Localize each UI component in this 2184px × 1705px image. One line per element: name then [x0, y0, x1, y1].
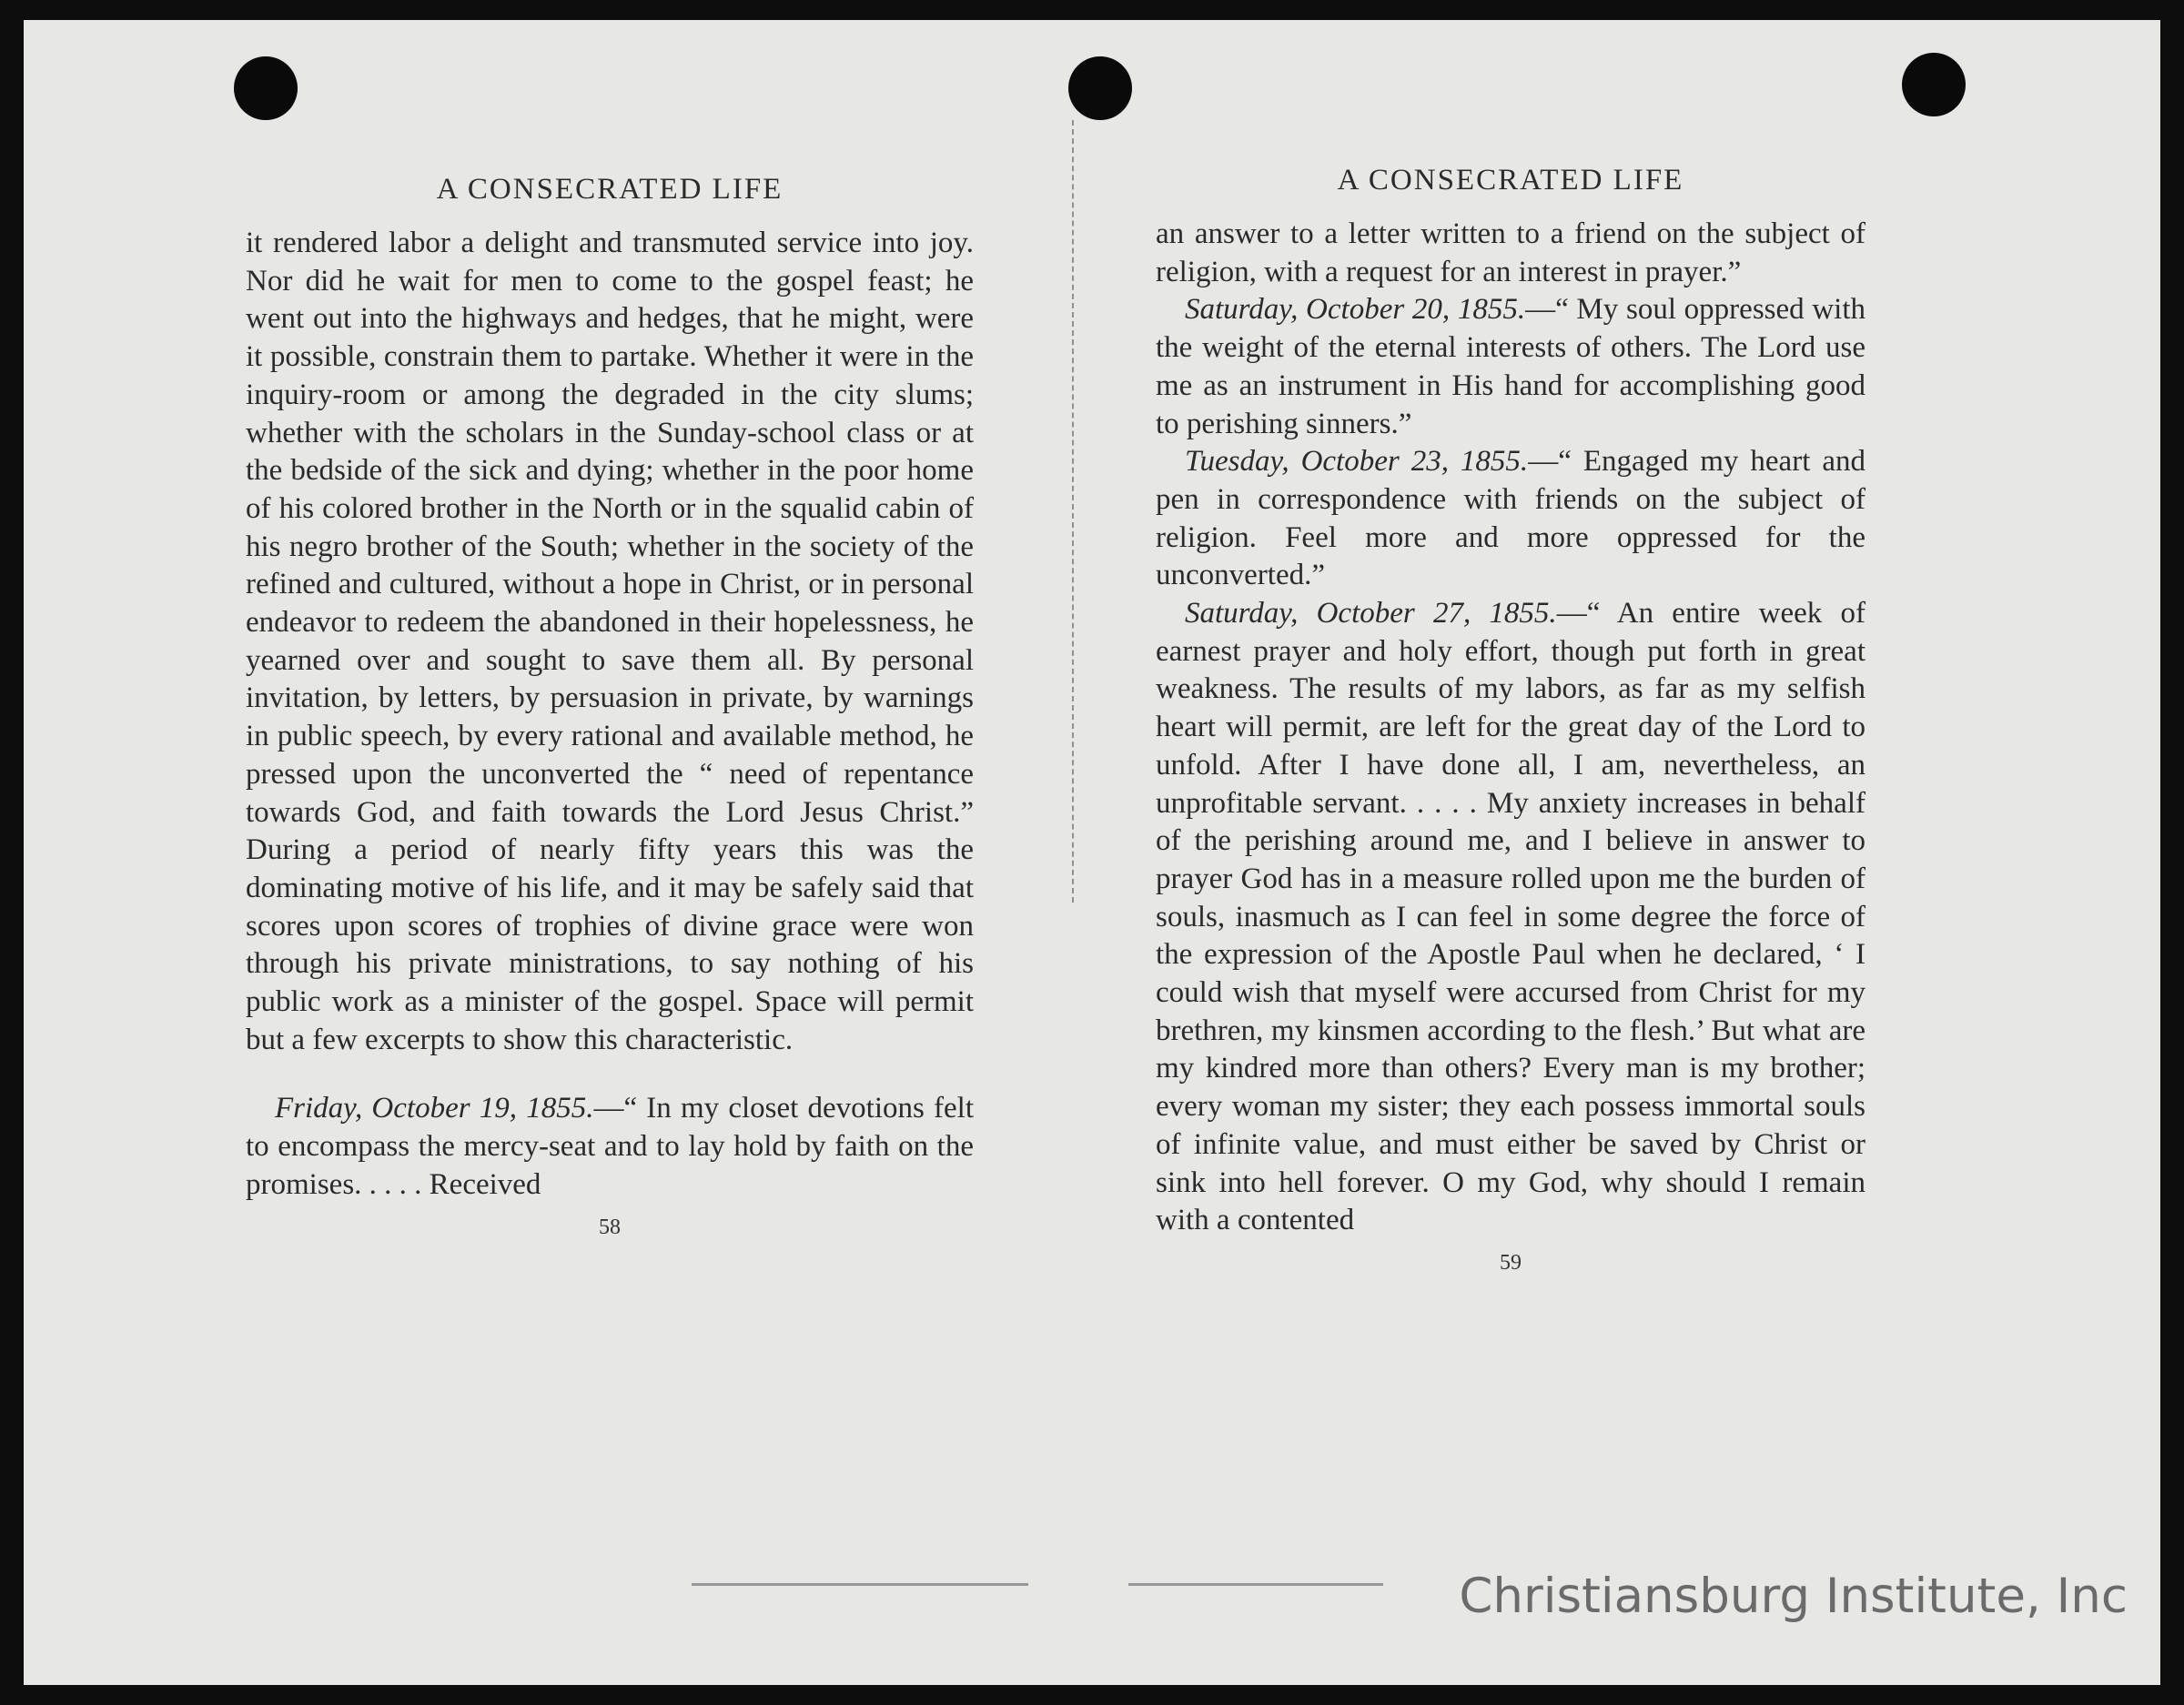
- entry-date: Tuesday, October 23, 1855.: [1185, 445, 1529, 479]
- punch-hole: [1902, 53, 1966, 116]
- page-gutter: [1072, 120, 1074, 903]
- running-head: A CONSECRATED LIFE: [436, 173, 784, 206]
- punch-hole: [1068, 56, 1132, 120]
- diary-entry: [1156, 291, 1866, 443]
- entry-date: Saturday, October 20, 1855.: [1185, 293, 1526, 327]
- page-number: 59: [1500, 1250, 1522, 1275]
- entry-text: —“ In my closet devotions felt to encompass the mercy-seat and to lay hold by faith on the promises. . . . . Received: [246, 1092, 975, 1201]
- diary-entry: [1156, 595, 1866, 1240]
- entry-text: —“ An entire week of earnest prayer and holy effort, though put forth in great weakness. The results of my labors, as far as my selfish heart will permit, are left for the great day of the Lord to unfold. After I have done all, I am, nevertheless, an unprofitable servant. . . . . My anxiety increases in behalf of the perishing around me, and I believe in answer to prayer God has in a measure rolled upon me the burden of souls, inasmuch as I can feel in some degree the force of the expression of the Apostle Paul when he declared, ‘ I could wish that myself were accursed from Christ for my brethren, my kinsmen according to the flesh.’ But what are my kindred more than others? Every man is my brother; every woman my sister; they each possess immortal souls of infinite value, and must either be saved by Christ or sink into hell forever. O my God, why should I remain with a contented: [1156, 597, 1866, 1237]
- watermark: Christiansburg Institute, Inc: [1459, 1569, 2128, 1624]
- paragraph-text: an answer to a letter written to a friend on the subject of religion, with a request for an interest in prayer.”: [1156, 217, 1866, 288]
- paragraph: [1156, 216, 1866, 291]
- right-page: [1156, 164, 1866, 1276]
- punch-hole: [234, 56, 298, 120]
- running-head: A CONSECRATED LIFE: [1337, 164, 1684, 197]
- scan-artifact: [1128, 1583, 1383, 1586]
- diary-entry: [246, 1090, 974, 1204]
- paragraph: [246, 225, 974, 1059]
- paragraph-text: it rendered labor a delight and transmuted service into joy. Nor did he wait for men to come to the gospel feast; he went out into the highways and hedges, that he might, were it possible, constrain them to partake. Whether it were in the inquiry-room or among the degraded in the city slums; whether with the scholars in the Sunday-school class or at the bedside of the sick and dying; whether in the poor home of his colored brother in the North or in the squalid cabin of his negro brother of the South; whether in the society of the refined and cultured, without a hope in Christ, or in personal endeavor to redeem the abandoned in their hopelessness, he yearned over and sought to save them all. By personal invitation, by letters, by persuasion in private, by warnings in public speech, by every rational and available method, he pressed upon the unconverted the “ need of repentance towards God, and faith towards the Lord Jesus Christ.” During a period of nearly fifty years this was the dominating motive of his life, and it may be safely said that scores upon scores of trophies of divine grace were won through his private ministrations, to say nothing of his public work as a minister of the gospel. Space will permit but a few excerpts to show this characteristic.: [246, 227, 974, 1056]
- entry-date: Friday, October 19, 1855.: [275, 1092, 594, 1125]
- diary-entry: [1156, 443, 1866, 595]
- left-page: [246, 173, 974, 1240]
- entry-text: —“ Engaged my heart and pen in correspondence with friends on the subject of religion. Feel more and more oppressed for the unconverted.”: [1156, 445, 1866, 592]
- scan-artifact: [692, 1583, 1028, 1586]
- entry-text: —“ My soul oppressed with the weight of the eternal interests of others. The Lord use me as an instrument in His hand for accomplishing good to perishing sinners.”: [1156, 293, 1866, 440]
- body-text: [246, 225, 974, 1205]
- page-number: 58: [599, 1215, 621, 1239]
- entry-date: Saturday, October 27, 1855.: [1185, 597, 1557, 631]
- body-text: [1156, 216, 1866, 1240]
